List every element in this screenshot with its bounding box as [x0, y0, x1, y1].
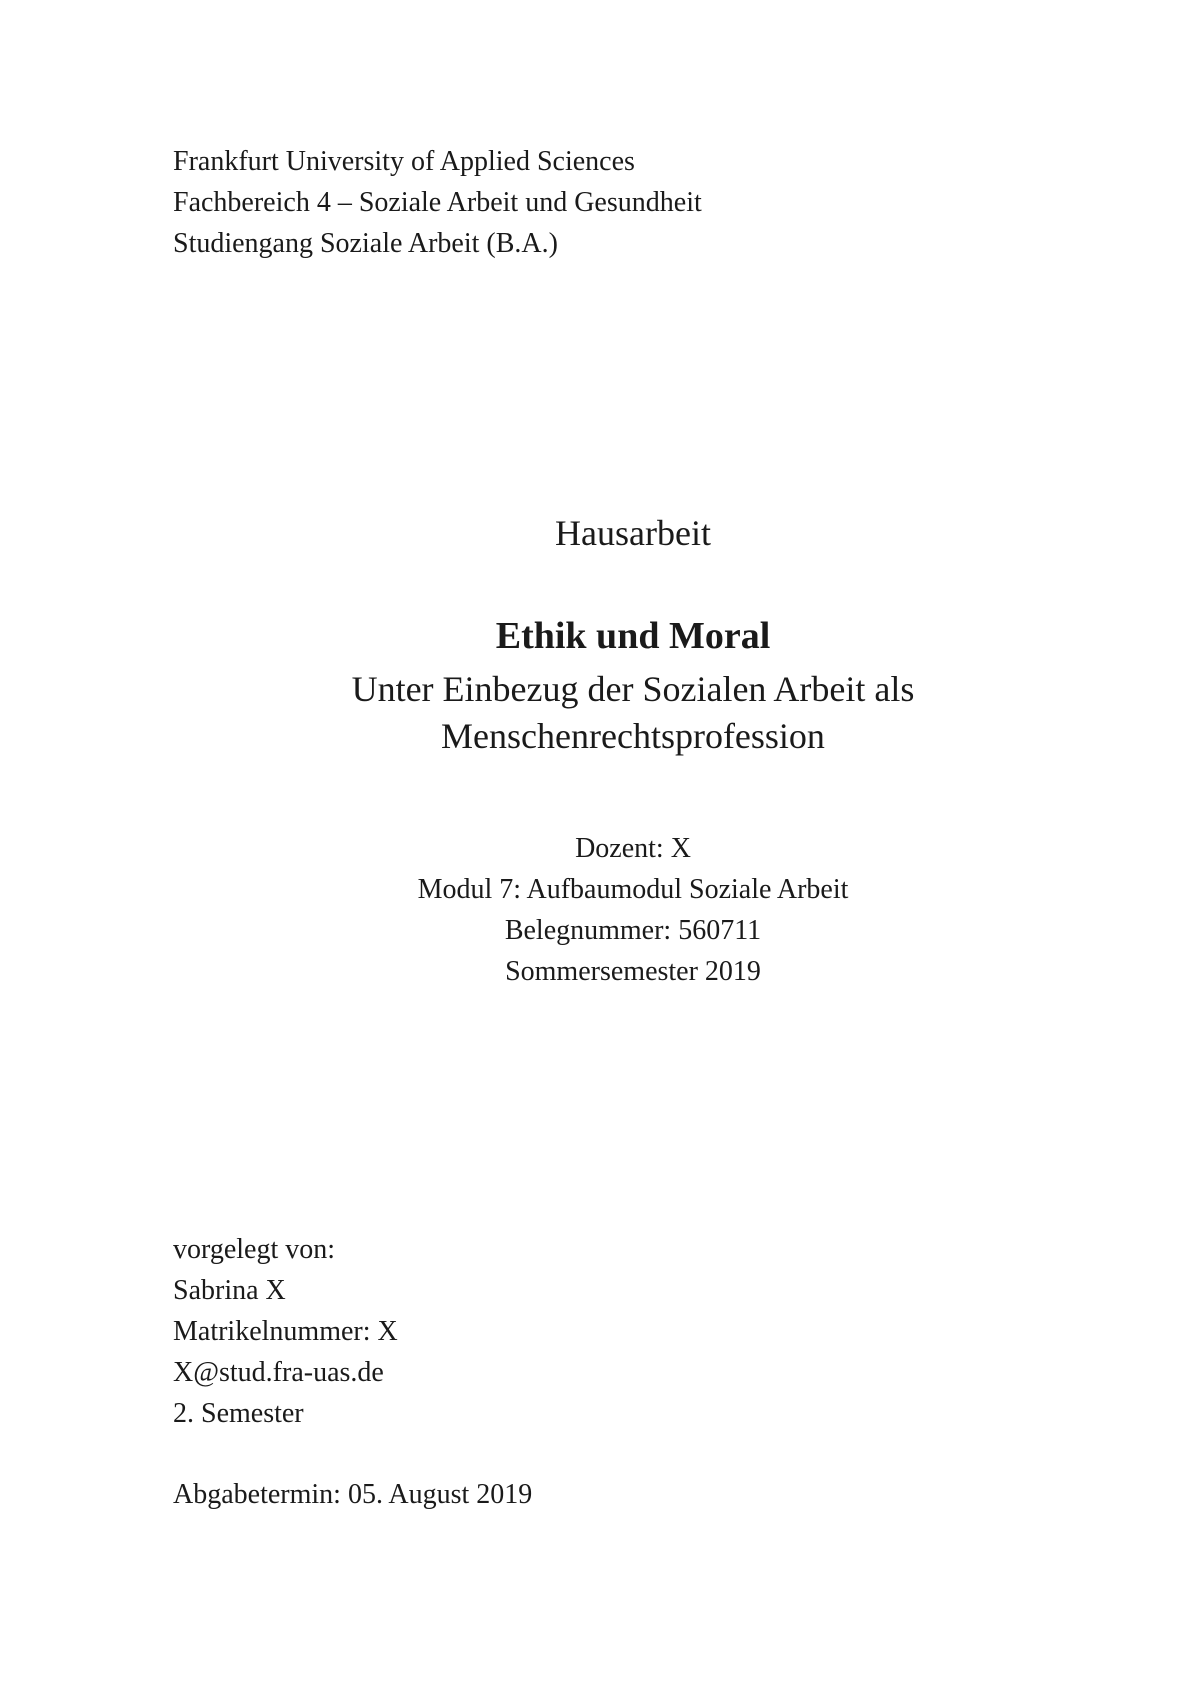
lecturer-block: [283, 835, 983, 863]
semester-block: [283, 958, 983, 986]
author-name: Sabrina X: [173, 1275, 286, 1306]
module-block: [283, 876, 983, 904]
module: Modul 7: Aufbaumodul Soziale Arbeit: [417, 874, 849, 905]
subtitle-block-1: [283, 671, 983, 707]
author-semester: 2. Semester: [173, 1398, 304, 1429]
document-type-block: [283, 515, 983, 551]
subtitle-block-2: [283, 718, 983, 754]
document-subtitle-line1: Unter Einbezug der Sozialen Arbeit als: [351, 669, 915, 709]
program-name: Studiengang Soziale Arbeit (B.A.): [173, 228, 558, 259]
submission-deadline: Abgabetermin: 05. August 2019: [173, 1479, 533, 1510]
record-number: Belegnummer: 560711: [504, 915, 762, 946]
title-block: [283, 617, 983, 655]
course-semester: Sommersemester 2019: [505, 956, 761, 987]
record-number-block: [283, 917, 983, 945]
submitted-by-label: vorgelegt von:: [173, 1234, 336, 1265]
matriculation-number: Matrikelnummer: X: [173, 1316, 398, 1347]
document-subtitle-line2: Menschenrechtsprofession: [441, 716, 825, 756]
document-title: Ethik und Moral: [495, 615, 771, 657]
author-email: X@stud.fra-uas.de: [173, 1357, 384, 1388]
department-name: Fachbereich 4 – Soziale Arbeit und Gesundheit: [173, 187, 702, 218]
university-name: Frankfurt University of Applied Sciences: [173, 146, 635, 177]
document-type: Hausarbeit: [555, 513, 711, 553]
lecturer: Dozent: X: [575, 833, 691, 864]
